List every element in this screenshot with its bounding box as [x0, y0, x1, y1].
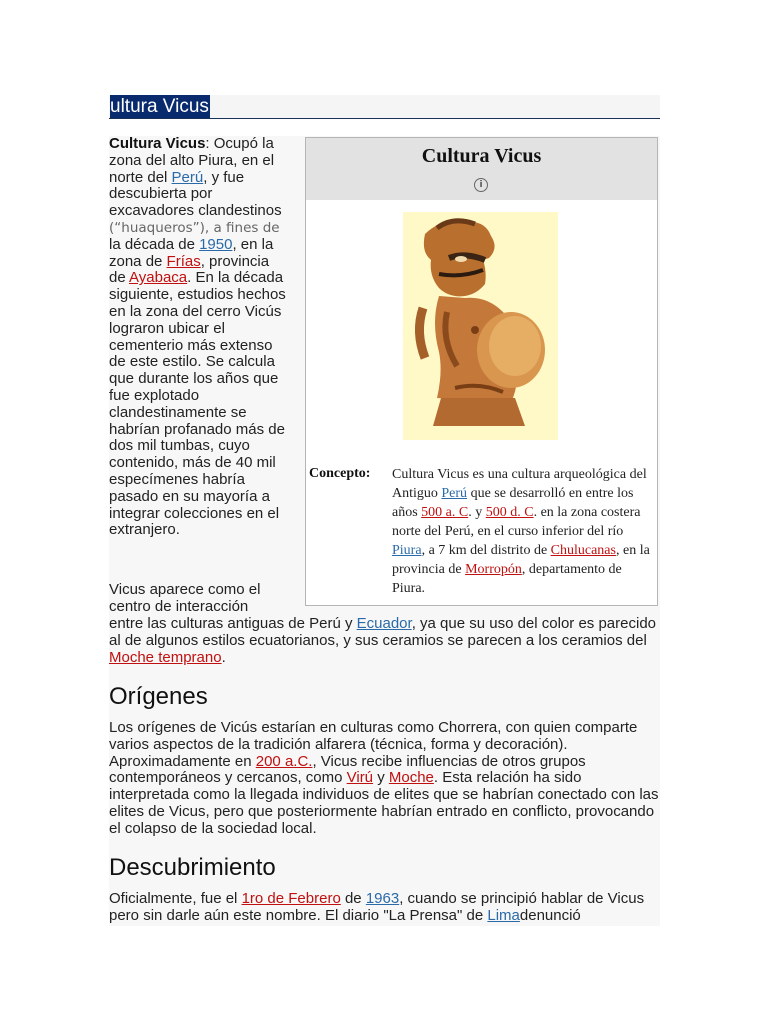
- concept-text: , departamento de Piura.: [392, 562, 622, 596]
- intro-text: la década de: [109, 235, 200, 253]
- para2-text: .: [221, 648, 226, 666]
- concept-label: Concepto:: [309, 466, 371, 481]
- link-200-ac[interactable]: 200 a.C.: [255, 752, 313, 770]
- link-moche-temprano[interactable]: Moche temprano: [109, 648, 222, 666]
- link-viru[interactable]: Virú: [346, 769, 374, 787]
- heading-origenes: Orígenes: [109, 683, 208, 710]
- intro-text-gray: (“huaqueros”), a fines de: [109, 219, 280, 236]
- ceramic-figure-icon: [403, 212, 558, 440]
- discovery-paragraph: [109, 891, 660, 925]
- origins-text: . Esta relación ha sido interpretada como la llegada individuos de elites que se habrían conectado con las elites de Vicus, pero que posteriormente habrían entrado en conflicto, provocando el colapso de la sociedad local.: [109, 769, 659, 837]
- link-piura[interactable]: Piura: [392, 543, 422, 558]
- discovery-text: Oficialmente, fue el: [109, 890, 242, 907]
- discovery-text: de: [340, 890, 366, 907]
- link-frias[interactable]: Frías: [166, 252, 201, 270]
- concept-text: Cultura Vicus es una cultura arqueológica del Antiguo: [392, 467, 647, 501]
- para2-paragraph: [109, 616, 660, 666]
- intro-bold-term: Cultura Vicus: [109, 135, 206, 152]
- link-500-ac[interactable]: 500 a. C: [421, 505, 469, 520]
- intro-text: , en la zona de: [109, 235, 274, 270]
- infobox-title: Cultura Vicus: [421, 145, 542, 167]
- para2-line2: centro de interacción: [109, 598, 249, 615]
- concept-text: , en la provincia de: [392, 543, 650, 577]
- link-1963[interactable]: 1963: [365, 890, 400, 907]
- link-moche[interactable]: Moche: [388, 769, 434, 787]
- link-lima[interactable]: Lima: [487, 906, 520, 924]
- link-peru[interactable]: Perú: [171, 168, 204, 186]
- link-ayabaca[interactable]: Ayabaca: [129, 269, 188, 287]
- origins-text: y: [373, 769, 389, 787]
- link-chulucanas[interactable]: Chulucanas: [550, 543, 616, 558]
- para2-line1: Vicus aparece como el: [109, 581, 261, 598]
- vicus-ceramic-figure-image: [403, 212, 558, 440]
- intro-text: . En la década siguiente, estudios hechos en la zona del cerro Vicús lograron ubicar el cementerio más extenso de este estilo. Se calcula que durante los años que fue explotado clandestinamente se habrían profanado más de dos mil tumbas, cuyo contenido, más de 40 mil especímenes habría pasado en su mayoría a integrar colecciones en el extranjero.: [109, 269, 286, 539]
- heading-descubrimiento: Descubrimiento: [109, 854, 276, 881]
- concept-text: . en la zona costera norte del Perú, en el curso inferior del río: [392, 505, 641, 539]
- intro-paragraph: [109, 136, 287, 539]
- para2-text: entre las culturas antiguas de Perú y: [109, 615, 357, 632]
- link-1950[interactable]: 1950: [199, 235, 233, 253]
- origins-paragraph: [109, 720, 660, 838]
- infobox: [305, 137, 658, 606]
- concept-text: . y: [468, 505, 486, 520]
- link-peru[interactable]: Perú: [441, 486, 468, 501]
- para2-text: , ya que su uso del color es parecido al de algunos estilos ecuatorianos, y sus ceramios se parecen a los ceramios del: [109, 615, 657, 649]
- title-bar: [109, 95, 660, 119]
- intro-text: : Ocupó la zona del alto Piura, en el norte del: [109, 135, 275, 186]
- link-ecuador[interactable]: Ecuador: [356, 615, 412, 632]
- page-title: ultura Vicus: [110, 96, 209, 117]
- link-morropon[interactable]: Morropón: [465, 562, 522, 577]
- concept-text: , a 7 km del distrito de: [421, 543, 551, 558]
- discovery-text: , cuando se principió hablar de Vicus pero sin darle aún este nombre. El diario "La Prensa" de: [109, 890, 645, 924]
- origins-text: , Vicus recibe influencias de otros grupos contemporáneos y cercanos, como: [109, 752, 586, 787]
- infobox-header: [306, 138, 657, 200]
- concept-text: que se desarrolló en entre los años: [392, 486, 634, 520]
- intro-text: , y fue descubierta por excavadores clandestinos: [109, 168, 282, 220]
- origins-text: Los orígenes de Vicús estarían en culturas como Chorrera, con quien comparte varios aspectos de la tradición alfarera (técnica, forma y decoración). Aproximadamente en: [109, 719, 638, 770]
- article-content: [109, 136, 660, 926]
- discovery-text: denunció: [519, 906, 581, 924]
- link-1ro-febrero[interactable]: 1ro de Febrero: [241, 890, 341, 907]
- link-500-dc[interactable]: 500 d. C: [485, 505, 534, 520]
- info-icon[interactable]: i: [474, 178, 488, 192]
- intro-text: , provincia de: [109, 252, 270, 287]
- concept-description: [392, 465, 654, 598]
